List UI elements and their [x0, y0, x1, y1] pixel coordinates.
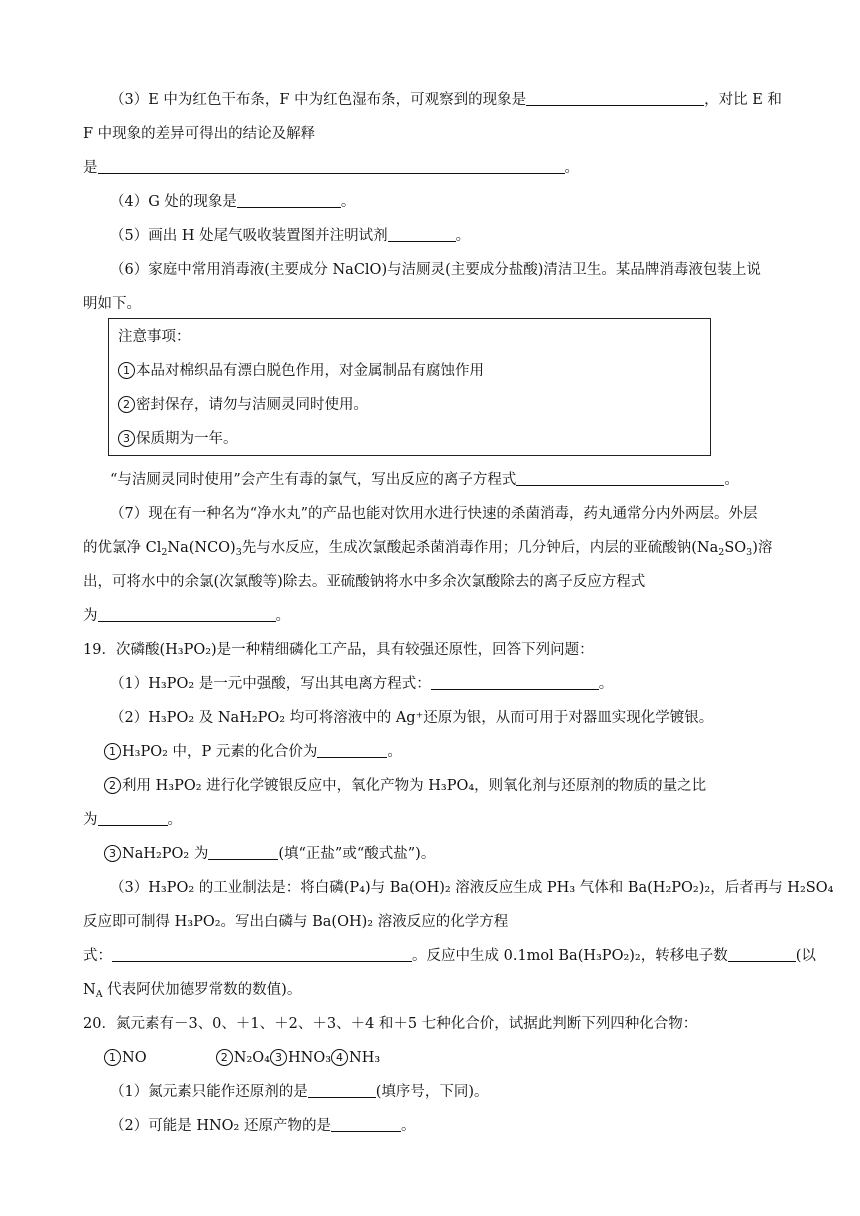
notice-item: 2 密封保存，请勿与洁厕灵同时使用。 [118, 395, 368, 415]
circled-number: 1 [104, 743, 121, 760]
circled-number: 2 [118, 396, 135, 413]
q18-part6-line3: “与洁厕灵同时使用”会产生有毒的氯气，写出反应的离子方程式 。 [110, 472, 739, 488]
answer-blank[interactable] [208, 845, 278, 860]
q19-part3-line4: $N_A$ 代表阿伏加德罗常数的数值)。 [83, 982, 302, 1000]
q18-part7-line2: 的优氯净 $Cl_2Na(NCO)_3$先与水反应，生成次氯酸起杀菌消毒作用；几分钟后，内层的亚硫酸钠$(Na_2SO_3)$溶 [83, 540, 773, 558]
answer-blank[interactable] [526, 91, 704, 106]
q18-part4: （4）G 处的现象是 。 [110, 194, 356, 210]
q19-sub3: 3 NaH₂PO₂ 为 (填“正盐”或“酸式盐”)。 [104, 844, 435, 864]
answer-blank[interactable] [237, 193, 341, 208]
answer-blank[interactable] [431, 675, 599, 690]
answer-blank[interactable] [98, 811, 168, 826]
notice-box [108, 318, 711, 456]
answer-blank[interactable] [98, 159, 565, 174]
notice-item: 3 保质期为一年。 [118, 429, 238, 449]
circled-number: 4 [331, 1049, 348, 1066]
q18-part3-text: （3）E 中为红色干布条，F 中为红色湿布条，可观察到的现象是 [110, 92, 527, 108]
answer-blank[interactable] [98, 607, 276, 622]
answer-blank[interactable] [308, 1083, 376, 1098]
q19-part1: （1）H₃PO₂ 是一元中强酸，写出其电离方程式： 。 [110, 676, 614, 692]
circled-number: 1 [104, 1049, 121, 1066]
q18-part7-line3: 出，可将水中的余氯(次氯酸等)除去。亚硫酸钠将水中多余次氯酸除去的离子反应方程式 [83, 574, 646, 590]
q19-sub2-line2: 为 。 [83, 812, 182, 828]
q18-part5: （5）画出 H 处尾气吸收装置图并注明试剂 。 [110, 228, 471, 244]
q19-sub1: 1 H₃PO₂ 中，P 元素的化合价为 。 [104, 742, 402, 762]
q19-sub2-line1: 2 利用 H₃PO₂ 进行化学镀银反应中，氧化产物为 H₃PO₄，则氧化剂与还原剂的物质的量之比 [104, 776, 706, 796]
circled-number: 2 [104, 777, 121, 794]
answer-blank[interactable] [112, 947, 412, 962]
answer-blank[interactable] [388, 227, 456, 242]
notice-item: 1 本品对棉织品有漂白脱色作用，对金属制品有腐蚀作用 [118, 361, 484, 381]
answer-blank[interactable] [516, 471, 724, 486]
notice-title: 注意事项： [118, 329, 191, 345]
circled-number: 3 [118, 430, 135, 447]
q18-part6-line1: （6）家庭中常用消毒液(主要成分 NaClO)与洁厕灵(主要成分盐酸)清洁卫生。某品牌消毒液包装上说 [110, 262, 761, 278]
q20-part2: （2）可能是 HNO₂ 还原产物的是 。 [110, 1118, 416, 1134]
circled-number: 1 [118, 362, 135, 379]
q19-part3-line2: 反应即可制得 H₃PO₂。写出白磷与 Ba(OH)₂ 溶液反应的化学方程 [83, 914, 509, 930]
q18-part7-line4: 为 。 [83, 608, 290, 624]
q20-intro: 20．氮元素有－3、0、＋1、＋2、＋3、＋4 和＋5 七种化合价，试据此判断下列四种化合物： [83, 1016, 698, 1032]
q19-part3-line3: 式： 。反应中生成 0.1mol Ba(H₃PO₂)₂，转移电子数 (以 [83, 948, 816, 964]
circled-number: 3 [270, 1049, 287, 1066]
answer-blank[interactable] [317, 743, 387, 758]
circled-number: 3 [104, 845, 121, 862]
q19-part2: （2）H₃PO₂ 及 NaH₂PO₂ 均可将溶液中的 Ag⁺还原为银，从而可用于对器皿实现化学镀银。 [110, 710, 714, 726]
q18-part3-line2: F 中现象的差异可得出的结论及解释 [83, 126, 316, 142]
q18-part3-line1: （3）E 中为红色干布条，F 中为红色湿布条，可观察到的现象是 ，对比 E 和 [110, 92, 782, 108]
q20-part1: （1）氮元素只能作还原剂的是 (填序号，下同)。 [110, 1084, 489, 1100]
q18-part6-line2: 明如下。 [83, 296, 141, 312]
answer-blank[interactable] [728, 947, 796, 962]
answer-blank[interactable] [331, 1117, 401, 1132]
q20-compounds: 1 NO 2 N₂O₄ 3 HNO₃ 4 NH₃ [104, 1048, 380, 1068]
q18-part3-line3: 是 。 [83, 160, 579, 176]
circled-number: 2 [216, 1049, 233, 1066]
q18-part7-line1: （7）现在有一种名为“净水丸”的产品也能对饮用水进行快速的杀菌消毒，药丸通常分内外两层。外层 [110, 506, 758, 522]
q19-part3-line1: （3）H₃PO₂ 的工业制法是：将白磷(P₄)与 Ba(OH)₂ 溶液反应生成 PH₃ 气体和 Ba(H₂PO₂)₂，后者再与 H₂SO₄ [110, 880, 834, 896]
q19-intro: 19．次磷酸(H₃PO₂)是一种精细磷化工产品，具有较强还原性，回答下列问题： [83, 642, 594, 658]
